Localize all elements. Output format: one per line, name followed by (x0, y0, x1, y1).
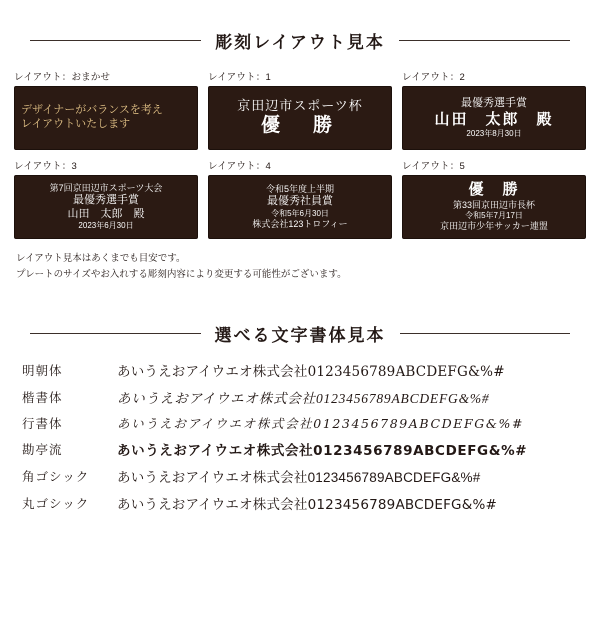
layout-caption-0: レイアウト：おまかせ (14, 72, 111, 83)
plate-line: レイアウトいたします (21, 118, 131, 130)
font-sample-text: あいうえおアイウエオ株式会社0123456789ABCDEFG&%# (117, 416, 525, 432)
layout-plate-0 (14, 86, 198, 150)
plate-line: 第33回京田辺市長杯 (452, 200, 535, 211)
layout-sample-grid (0, 69, 600, 239)
layout-caption-1: レイアウト：1 (208, 72, 271, 83)
plate-line: デザイナーがバランスを考え (21, 104, 163, 117)
plate-line: 第7回京田辺市スポーツ大会 (49, 182, 163, 193)
font-name-label: 勘亭流 (22, 443, 63, 458)
font-sample-text: あいうえおアイウエオ株式会社0123456789ABCDEFG&%# (117, 364, 505, 381)
font-sample-text: あいうえおアイウエオ株式会社0123456789ABCDEFG&%# (117, 391, 490, 407)
plate-line: 最優秀選手賞 (461, 96, 527, 109)
layout-notes (0, 251, 600, 283)
layout-sample-0 (14, 69, 198, 150)
font-sample-text: あいうえおアイウエオ株式会社0123456789ABCDEFG&%# (117, 443, 528, 460)
layout-plate-1 (208, 86, 392, 150)
heading-rule-right (399, 40, 570, 41)
layout-plate-3 (14, 175, 198, 239)
plate-line: 令和5年6月30日 (271, 208, 329, 218)
layout-sample-3 (14, 158, 198, 239)
engraving-layout-guide-page (0, 28, 600, 628)
font-name-label: 行書体 (22, 417, 63, 432)
plate-line: 京田辺市スポーツ杯 (237, 98, 363, 113)
layout-plate-5 (402, 175, 586, 239)
font-row-kaisho (22, 387, 578, 407)
fonts-section-heading (0, 321, 600, 346)
font-row-gyosho (22, 414, 578, 432)
plate-line: 令和5年7月17日 (465, 211, 523, 221)
heading-rule-left (30, 333, 201, 334)
layout-caption-3: レイアウト：3 (14, 161, 77, 172)
layout-caption-5: レイアウト：5 (402, 161, 465, 172)
layout-sample-4 (208, 158, 392, 239)
layout-sample-5 (402, 158, 586, 239)
font-name-label: 明朝体 (22, 364, 63, 379)
plate-line: 優 勝 (468, 181, 520, 199)
fonts-heading-text: 選べる文字書体見本 (214, 326, 386, 346)
layout-plate-4 (208, 175, 392, 239)
font-sample-list (0, 360, 600, 513)
plate-line: 最優秀社員賞 (267, 195, 333, 208)
plate-line: 株式会社123トロフィー (252, 218, 348, 229)
font-row-mincho (22, 360, 578, 380)
note-line-1: プレートのサイズやお入れする彫刻内容により変更する可能性がございます。 (16, 269, 347, 281)
plate-line: 山田 太郎 殿 (67, 207, 145, 220)
layout-caption-2: レイアウト：2 (402, 72, 465, 83)
plate-line: 2023年8月30日 (466, 129, 522, 139)
plate-line: 2023年6月30日 (78, 221, 134, 231)
font-name-label: 角ゴシック (22, 470, 90, 485)
layout-heading-text: 彫刻レイアウト見本 (215, 33, 385, 52)
plate-line: 令和5年度上半期 (265, 183, 334, 194)
plate-line: 山田 太郎 殿 (434, 110, 554, 128)
font-name-label: 丸ゴシック (22, 497, 90, 512)
font-row-kakugothic (22, 466, 578, 486)
font-row-kantei (22, 439, 578, 459)
layout-caption-4: レイアウト：4 (208, 161, 271, 172)
layout-sample-2 (402, 69, 586, 150)
note-line-0: レイアウト見本はあくまでも目安です。 (16, 253, 186, 264)
layout-section-heading (0, 28, 600, 53)
plate-line: 京田辺市少年サッカー連盟 (440, 221, 548, 232)
font-sample-text: あいうえおアイウエオ株式会社0123456789ABCDEFG&%# (117, 470, 481, 486)
plate-line: 最優秀選手賞 (73, 193, 139, 206)
font-name-label: 楷書体 (22, 391, 63, 406)
font-row-marugothic (22, 493, 578, 513)
font-sample-text: あいうえおアイウエオ株式会社0123456789ABCDEFG&%# (117, 497, 497, 514)
layout-sample-1 (208, 69, 392, 150)
heading-rule-right (400, 333, 571, 334)
layout-plate-2 (402, 86, 586, 150)
heading-rule-left (30, 40, 201, 41)
plate-line: 優 勝 (260, 115, 339, 137)
